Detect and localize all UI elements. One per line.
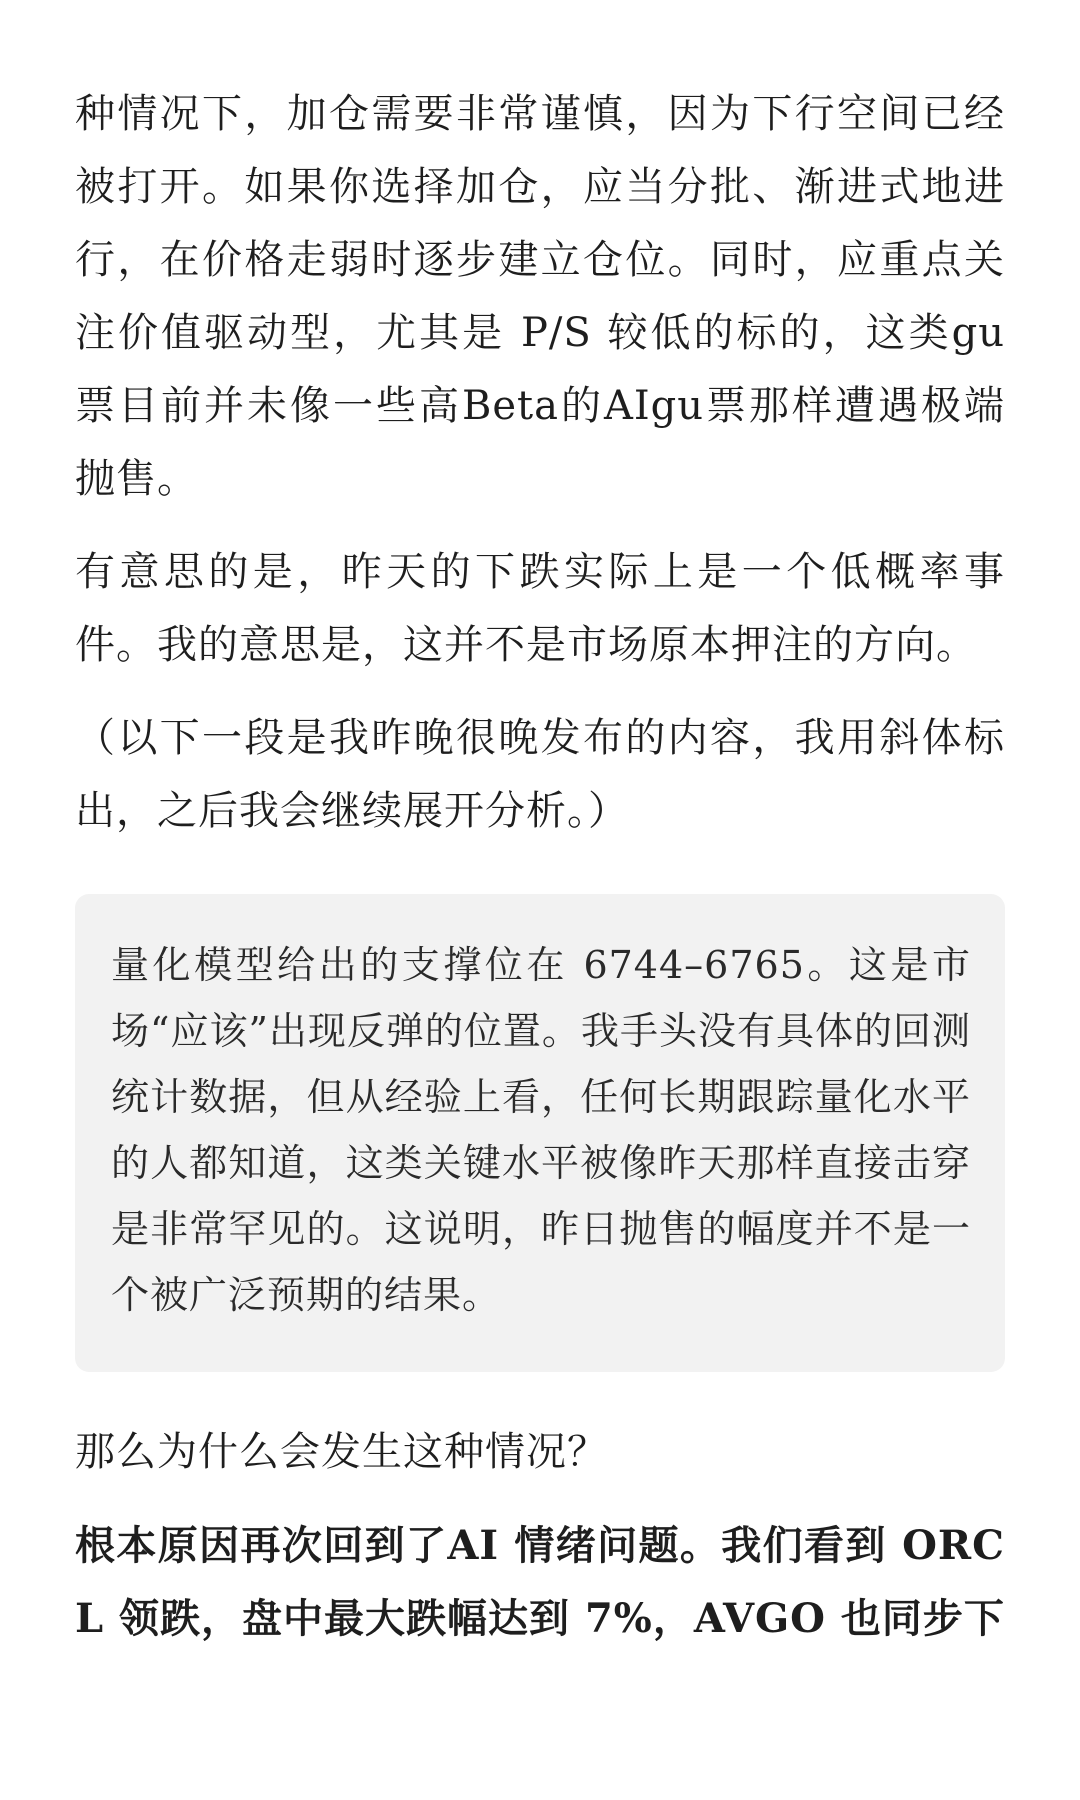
article-question: 那么为什么会发生这种情况？ — [75, 1429, 608, 1475]
article-paragraph-bold: 根本原因再次回到了AI 情绪问题。我们看到 ORCL 领跌，盘中最大跌幅达到 7%，AVGO 也同步下 — [75, 1522, 1005, 1642]
blockquote — [75, 894, 1005, 1372]
article-paragraph: 有意思的是，昨天的下跌实际上是一个低概率事件。我的意思是，这并不是市场原本押注的方向。 — [75, 549, 1005, 668]
article-paragraph: 种情况下，加仓需要非常谨慎，因为下行空间已经被打开。如果你选择加仓，应当分批、渐进式地进行，在价格走弱时逐步建立仓位。同时，应重点关注价值驱动型，尤其是 P/S 较低的标的，这类gu票目前并未像一些高Beta的AIgu票那样遭遇极端抛售。 — [75, 91, 1005, 502]
article-paragraph: （以下一段是我昨晚很晚发布的内容，我用斜体标出，之后我会继续展开分析。） — [75, 715, 1005, 834]
blockquote-text: 量化模型给出的支撑位在 6744–6765。这是市场“应该”出现反弹的位置。我手头没有具体的回测统计数据，但从经验上看，任何长期跟踪量化水平的人都知道，这类关键水平被像昨天那样直接击穿是非常罕见的。这说明，昨日抛售的幅度并不是一个被广泛预期的结果。 — [111, 943, 971, 1317]
